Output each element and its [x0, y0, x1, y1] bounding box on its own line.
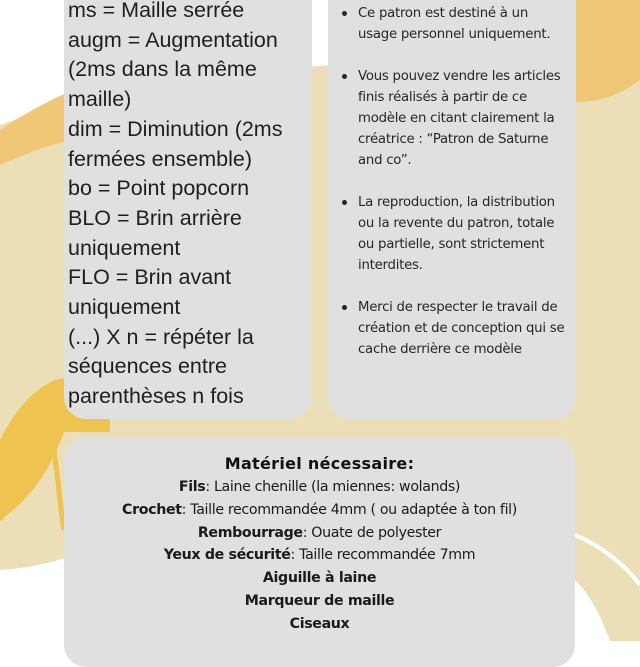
abbreviation-item: ms = Maille serrée	[68, 0, 245, 22]
material-item	[64, 476, 575, 499]
terms-item-text: Merci de respecter le travail de création et de conception qui se cache derrière ce modèle	[358, 300, 565, 357]
material-item	[64, 522, 575, 545]
material-item	[64, 544, 575, 567]
bullet-icon	[342, 305, 347, 310]
materials-section	[64, 452, 575, 636]
abbreviations-list	[68, 0, 312, 412]
material-label: Ciseaux	[289, 615, 350, 632]
material-value: : Taille recommandée 7mm	[290, 547, 476, 564]
terms-item-text: Ce patron est destiné à un usage personnel uniquement.	[358, 6, 551, 42]
terms-item-text: Vous pouvez vendre les articles finis réalisés à partir de ce modèle en citant clairement la créatrice : “Patron de Saturne and co”.	[358, 69, 561, 168]
material-value: : Ouate de polyester	[302, 524, 442, 541]
material-label: Crochet	[122, 501, 182, 518]
abbreviation-item: augm = Augmentation (2ms dans la même maille)	[68, 27, 278, 112]
material-label: Rembourrage	[197, 524, 303, 541]
terms-item	[338, 3, 570, 45]
material-value: : Taille recommandée 4mm ( ou adaptée à ton fil)	[181, 501, 517, 518]
bullet-icon	[342, 200, 347, 205]
material-label: Fils	[178, 479, 206, 495]
material-item	[64, 613, 575, 636]
material-label: Marqueur de maille	[244, 592, 395, 609]
abbreviation-item: BLO = Brin arrière uniquement	[68, 205, 242, 260]
material-value: : Laine chenille (la miennes: wolands)	[205, 479, 461, 495]
material-label: Yeux de sécurité	[163, 547, 291, 564]
material-label: Aiguille à laine	[262, 570, 377, 587]
material-item	[64, 567, 575, 590]
material-item	[64, 590, 575, 613]
terms-item	[338, 66, 570, 171]
terms-item	[338, 297, 570, 360]
material-item	[64, 499, 575, 522]
materials-title: Matériel nécessaire:	[224, 454, 415, 473]
abbreviation-item: FLO = Brin avant uniquement	[68, 265, 232, 320]
abbreviation-item: (...) X n = répéter la séquences entre parenthèses n fois	[68, 324, 254, 409]
bullet-icon	[342, 11, 347, 16]
terms-list	[338, 3, 570, 381]
terms-item-text: La reproduction, la distribution ou la revente du patron, totale ou partielle, sont strictement interdites.	[358, 195, 555, 273]
abbreviation-item: bo = Point popcorn	[68, 176, 250, 201]
abbreviation-item: dim = Diminution (2ms fermées ensemble)	[68, 116, 283, 171]
terms-item	[338, 192, 570, 276]
bullet-icon	[342, 74, 347, 79]
